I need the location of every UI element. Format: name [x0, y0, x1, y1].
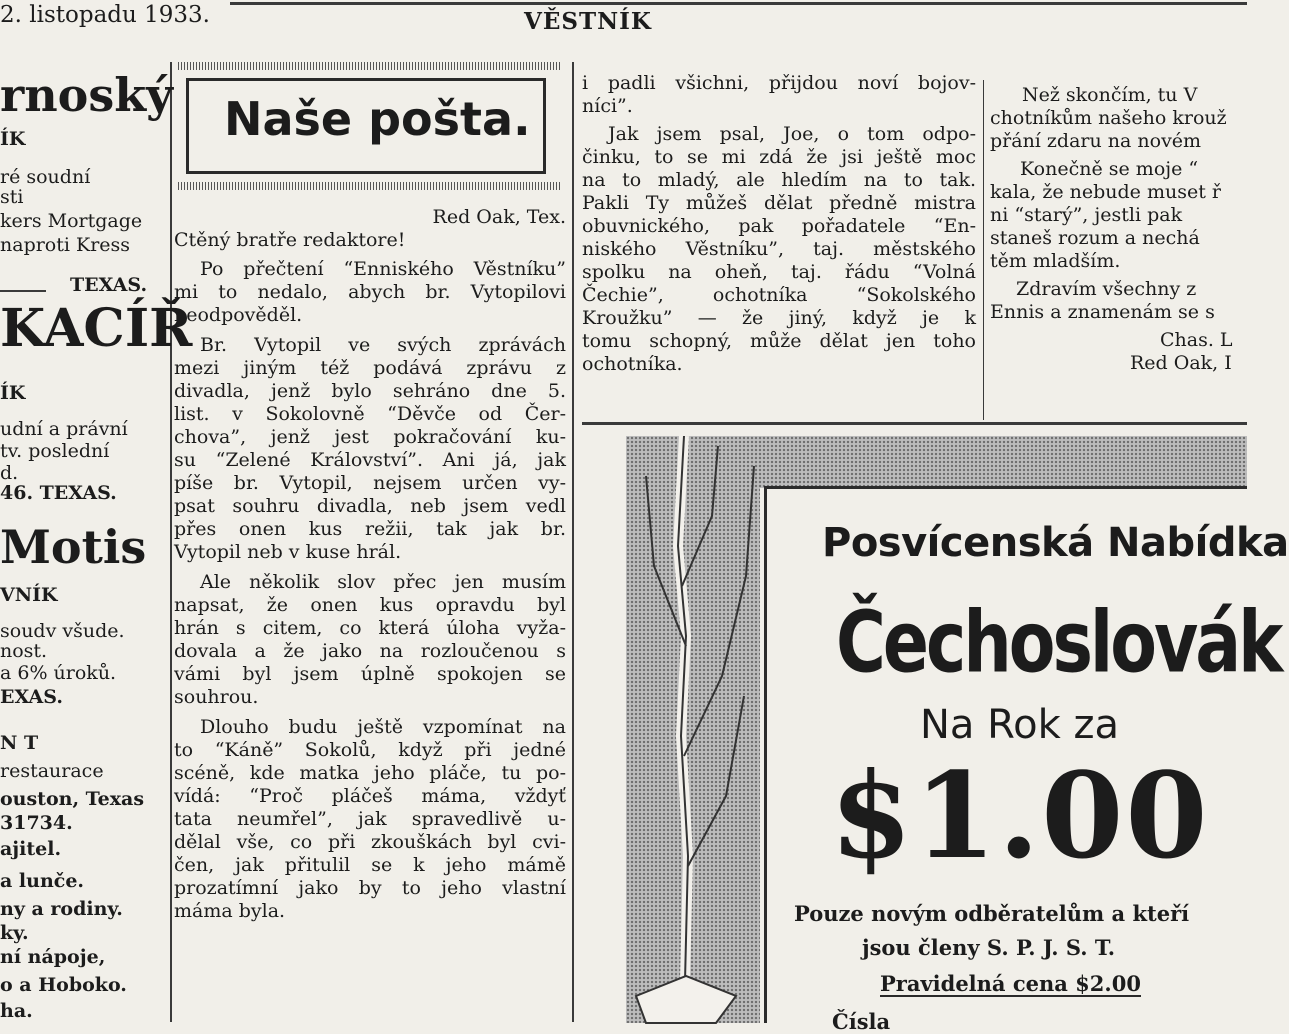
- issue-date: 2. listopadu 1933.: [0, 2, 210, 28]
- hatch-bottom: [178, 182, 560, 190]
- col3-line: na to mladý, ale hledím na to tak.: [582, 169, 976, 191]
- left-column: [0, 62, 193, 1023]
- left-line: ní nápoje,: [0, 946, 106, 968]
- left-line: udní a právní: [0, 418, 128, 440]
- left-line: ÍK: [0, 128, 26, 150]
- col4-line: přání zdaru na novém: [990, 130, 1202, 152]
- column-rule-1: [170, 62, 172, 1022]
- col3-line: ochotníka.: [582, 353, 683, 375]
- left-line: TEXAS.: [70, 274, 148, 296]
- col4-line: ni “starý”, jestli pak: [990, 204, 1183, 226]
- left-line: soudv všude.: [0, 620, 125, 642]
- letter-line: Ale několik slov přec jen musím: [200, 571, 566, 593]
- col3-line: Jak jsem psal, Joe, o tom odpo-: [608, 123, 976, 145]
- letter-body: [174, 206, 566, 923]
- left-line: nost.: [0, 640, 48, 662]
- left-heading-3: Motis: [0, 520, 147, 574]
- col3-line: spolku na oheň, taj. řádu “Volná: [582, 261, 976, 283]
- letter-line: Dlouho budu ještě vzpomínat na: [200, 716, 566, 738]
- letter-line: dovala a že jako na rozloučenou s: [174, 640, 566, 662]
- letter-line: píše br. Vytopil, nejsem určen vy-: [174, 472, 566, 494]
- letter-line: tata neumřel”, jak spravedlivě u-: [174, 808, 566, 830]
- letter-line: přes onen kus režii, tak jak br.: [174, 518, 566, 540]
- left-line: ouston, Texas: [0, 788, 145, 810]
- hatch-top: [178, 62, 560, 70]
- ad-heading: Posvícenská Nabídka: [822, 520, 1289, 566]
- left-line: kers Mortgage: [0, 210, 143, 232]
- left-line: a lunče.: [0, 870, 85, 892]
- col4-line: těm mladším.: [990, 250, 1121, 272]
- column-4: [990, 84, 1247, 424]
- left-line: 46. TEXAS.: [0, 482, 117, 504]
- letter-line: máma byla.: [174, 900, 286, 922]
- advertisement: [626, 436, 1289, 1034]
- letter-place: Red Oak, Tex.: [432, 206, 566, 228]
- letter-heading: Naše pošta.: [224, 92, 531, 146]
- letter-line: hrán s citem, co která úloha vyža-: [174, 617, 566, 639]
- letter-line: list. v Sokolovně “Děvče od Čer-: [174, 403, 566, 425]
- column-3: [582, 72, 976, 376]
- col4-line: Chas. L: [1160, 329, 1233, 351]
- letter-line: napsat, že onen kus opravdu byl: [174, 594, 566, 616]
- col4-line: chotníkům našeho krouž: [990, 107, 1227, 129]
- letter-line: Vytopil neb v kuse hrál.: [174, 541, 402, 563]
- left-line: EXAS.: [0, 686, 63, 708]
- col4-line: Než skončím, tu V: [1022, 84, 1198, 106]
- col4-line: kala, že nebude muset ř: [990, 181, 1221, 203]
- letter-line: prozatímní jako by to jeho vlastní: [174, 877, 566, 899]
- col4-line: Zdravím všechny z: [1016, 278, 1197, 300]
- left-line: ky.: [0, 922, 29, 944]
- col3-line: Pakli Ty můžeš dělat předně mistra: [582, 192, 976, 214]
- masthead-title: VĚSTNÍK: [524, 8, 652, 35]
- left-line: ajitel.: [0, 838, 62, 860]
- col3-line: obuvnického, pak pořadatele “En-: [582, 215, 976, 237]
- left-line: VNÍK: [0, 584, 58, 606]
- top-rule: [230, 2, 1247, 5]
- left-line: a 6% úroků.: [0, 662, 117, 684]
- left-line: N T: [0, 732, 39, 754]
- letter-line: mezi jiným též podává zprávu z: [174, 357, 566, 379]
- ad-cut-line: Čísla: [832, 1009, 891, 1034]
- letter-line: Ctěný bratře redaktore!: [174, 229, 406, 251]
- left-line: ha.: [0, 1000, 33, 1022]
- letter-line: vámi byl jsem úplně spokojen se: [174, 663, 566, 685]
- left-line: tv. poslední: [0, 440, 110, 462]
- ad-regular-price: Pravidelná cena $2.00: [880, 971, 1141, 996]
- left-line: ré soudní: [0, 166, 91, 188]
- ad-per-year: Na Rok za: [920, 702, 1120, 748]
- col3-line: niského Věstníku”, taj. městského: [582, 238, 976, 260]
- col3-line: činku, to se mi zdá že jsi ještě moc: [582, 146, 976, 168]
- letter-line: mi to nedalo, abych br. Vytopilovi: [174, 281, 566, 303]
- heading-box: [178, 62, 560, 190]
- col3-line: Kroužku” — že jiný, když je k: [582, 307, 976, 329]
- col3-line: Čechie”, ochotníka “Sokolského: [582, 284, 976, 306]
- col4-line: Red Oak, I: [1130, 352, 1232, 374]
- left-line: d.: [0, 462, 19, 484]
- col3-line: tomu schopný, může dělat jen toho: [582, 330, 976, 352]
- left-line: ny a rodiny.: [0, 898, 123, 920]
- left-line: naproti Kress: [0, 234, 131, 256]
- tree-illustration-icon: [626, 436, 776, 1023]
- letter-line: psat souhru divadla, neb jsem vedl: [174, 495, 566, 517]
- letter-line: dělal vše, co při zkouškách byl cvi-: [174, 831, 566, 853]
- left-line: o a Hoboko.: [0, 974, 127, 996]
- letter-line: to “Káně” Sokolů, když při jedné: [174, 739, 566, 761]
- col3-line: níci”.: [582, 95, 633, 117]
- letter-line: divadla, jenž bylo sehráno dne 5.: [174, 380, 566, 402]
- col3-line: i padli všichni, přijdou noví bojov-: [582, 72, 976, 94]
- left-heading-2: KACÍŘ: [0, 298, 193, 359]
- left-line: ÍK: [0, 382, 26, 404]
- letter-line: chova”, jenž jest pokračování ku-: [174, 426, 566, 448]
- ad-offer-line: Pouze novým odběratelům a kteří: [794, 901, 1190, 926]
- column-rule-3: [983, 80, 984, 420]
- letter-line: souhrou.: [174, 686, 259, 708]
- ad-offer-line: jsou členy S. P. J. S. T.: [862, 935, 1116, 960]
- column-rule-2: [572, 62, 574, 1022]
- ad-newspaper-name: Čechoslovák: [836, 594, 1281, 693]
- col4-line: Ennis a znamenám se s: [990, 301, 1215, 323]
- col4-line: Konečně se moje “: [1020, 158, 1199, 180]
- left-dash: [0, 290, 46, 292]
- letter-line: čen, jak přitulil se k jeho mámě: [174, 854, 566, 876]
- letter-line: su “Zelené Království”. Ani já, jak: [174, 449, 566, 471]
- letter-line: Po přečtení “Enniského Věstníku”: [200, 258, 566, 280]
- letter-line: neodpověděl.: [174, 304, 303, 326]
- ad-price: $1.00: [830, 746, 1210, 885]
- left-heading-1: rnoský: [0, 68, 173, 122]
- left-line: sti: [0, 186, 24, 208]
- letter-line: vídá: “Proč pláčeš máma, vždyť: [174, 785, 566, 807]
- letter-line: scéně, kde matka jeho pláče, tu po-: [174, 762, 566, 784]
- letter-line: Br. Vytopil ve svých zprávách: [200, 334, 566, 356]
- left-line: restaurace: [0, 760, 104, 782]
- col4-line: staneš rozum a nechá: [990, 227, 1200, 249]
- left-line: 31734.: [0, 812, 73, 834]
